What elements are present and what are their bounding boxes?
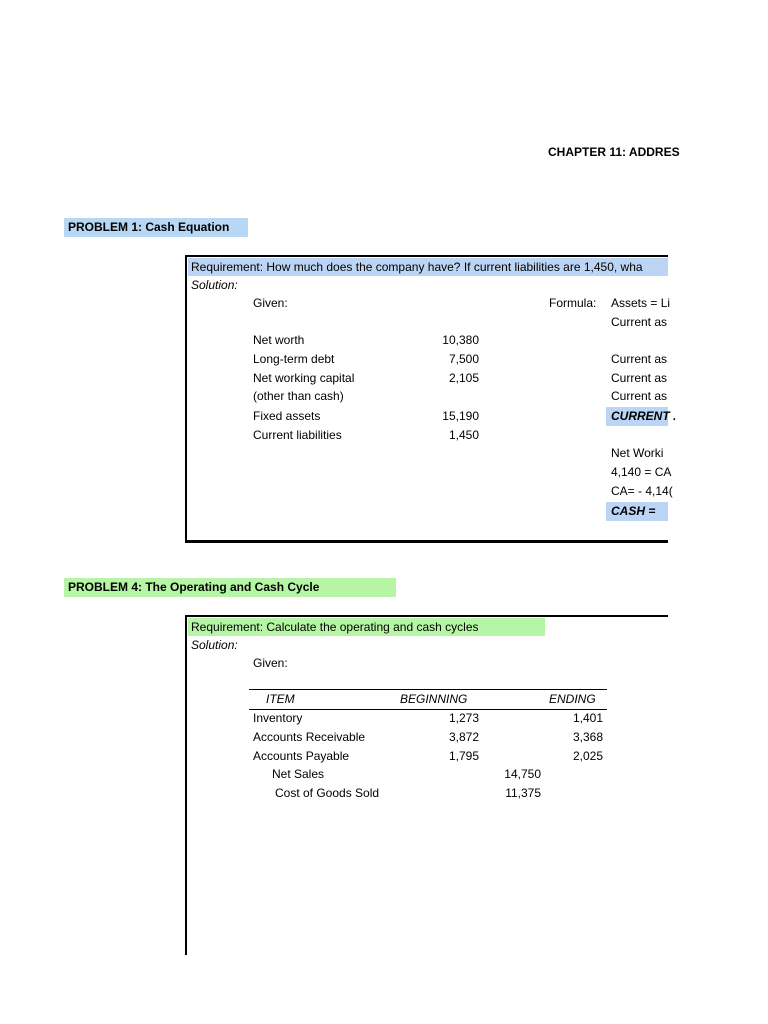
cash-result: CASH =: [606, 502, 668, 521]
table-top-rule: [249, 689, 607, 690]
table-row-ending: 3,368: [572, 730, 603, 744]
given-label-net-worth: Net worth: [253, 333, 305, 347]
problem4-box: [185, 615, 668, 955]
problem1-left-border: [185, 255, 187, 543]
formula-line: Current as: [611, 352, 668, 366]
formula-line: CA= - 4,14(: [611, 484, 673, 498]
table-header-rule: [249, 709, 607, 710]
given-value-current-liabilities: 1,450: [448, 428, 479, 442]
problem4-solution-label: Solution:: [191, 638, 238, 652]
net-sales-label: Net Sales: [272, 767, 325, 781]
given-label-net-working-capital: Net working capital: [253, 371, 355, 385]
problem4-top-border: [185, 615, 668, 617]
problem1-formula-label: Formula:: [549, 296, 597, 310]
table-row-beginning: 3,872: [448, 730, 479, 744]
cogs-value: 11,375: [505, 786, 541, 800]
formula-line: Current as: [611, 371, 668, 385]
given-value-net-working-capital: 2,105: [448, 371, 479, 385]
chapter-title: CHAPTER 11: ADDRES: [548, 145, 680, 159]
given-label-long-term-debt: Long-term debt: [253, 352, 335, 366]
problem1-top-border: [185, 255, 668, 257]
table-row-item: Accounts Receivable: [253, 730, 366, 744]
current-assets-result: CURRENT .: [606, 407, 668, 426]
problem4-given-label: Given:: [253, 656, 288, 670]
table-row-item: Accounts Payable: [253, 749, 350, 763]
given-label-fixed-assets: Fixed assets: [253, 409, 321, 423]
formula-line: Current as: [611, 315, 668, 329]
table-header-ending: ENDING: [549, 692, 596, 706]
problem4-title: PROBLEM 4: The Operating and Cash Cycle: [64, 578, 396, 597]
given-value-net-worth: 10,380: [442, 333, 479, 347]
chapter-title-wrap: [548, 145, 680, 163]
table-row-ending: 2,025: [572, 749, 603, 763]
table-row-beginning: 1,795: [448, 749, 479, 763]
formula-line: Net Worki: [611, 446, 664, 460]
table-row-ending: 1,401: [572, 711, 603, 725]
given-label-current-liabilities: Current liabilities: [253, 428, 342, 442]
given-label-other-than-cash: (other than cash): [253, 389, 344, 403]
formula-line: Assets = Li: [611, 296, 671, 310]
given-value-fixed-assets: 15,190: [442, 409, 479, 423]
table-header-beginning: BEGINNING: [400, 692, 468, 706]
problem1-given-label: Given:: [253, 296, 288, 310]
problem1-requirement: Requirement: How much does the company have? If current liabilities are 1,450, wha: [188, 258, 668, 276]
problem4-left-border: [185, 615, 187, 955]
problem1-bottom-border: [185, 540, 668, 543]
table-header-item: ITEM: [266, 692, 295, 706]
cogs-label: Cost of Goods Sold: [275, 786, 380, 800]
formula-line: Current as: [611, 389, 668, 403]
problem1-box: [185, 255, 677, 543]
formula-line: 4,140 = CA: [611, 465, 672, 479]
table-row-beginning: 1,273: [448, 711, 479, 725]
given-value-long-term-debt: 7,500: [448, 352, 479, 366]
problem1-solution-label: Solution:: [191, 278, 238, 292]
table-row-item: Inventory: [253, 711, 303, 725]
problem4-requirement: Requirement: Calculate the operating and cash cycles: [188, 618, 545, 636]
net-sales-value: 14,750: [504, 767, 541, 781]
problem1-title: PROBLEM 1: Cash Equation: [64, 218, 248, 237]
